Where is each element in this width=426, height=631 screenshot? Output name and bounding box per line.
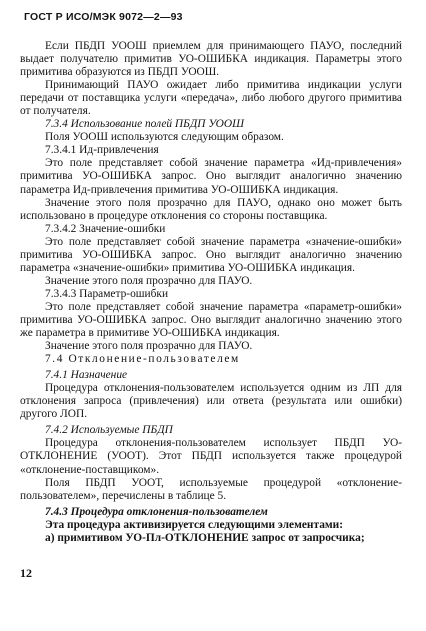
page-number: 12 [20, 566, 32, 580]
section-heading: 7.3.4.1 Ид-привлечения [45, 144, 159, 157]
body-paragraph: Поля ПБДП УООТ, используемые процедурой «отклонение-пользователем», перечислены в таблице 5. [20, 476, 402, 502]
body-paragraph: Поля УООШ используются следующим образом. [45, 131, 284, 144]
section-heading: 7.4 Отклонение-пользователем [45, 353, 240, 366]
page-header: ГОСТ Р ИСО/МЭК 9072—2—93 [24, 11, 183, 23]
body-paragraph: Это поле представляет собой значение параметра «параметр-ошибки» примитива УО-ОШИБКА запрос. Оно выглядит аналогично значению этого же параметра в примитиве УО-ОШИБКА индикация. [20, 300, 402, 340]
body-paragraph: Значение этого поля прозрачно для ПАУО. [45, 340, 253, 353]
body-paragraph: Это поле представляет собой значение параметра «Ид-привлечения» примитива УО-ОШИБКА запрос. Оно выглядит аналогично значению параметра Ид-привлечения примитива УО-ОШИБКА индикация. [20, 157, 402, 196]
section-heading: 7.4.2 Используемые ПБДП [45, 424, 173, 437]
section-heading: 7.3.4 Использование полей ПБДП УООШ [45, 118, 245, 131]
body-paragraph: Процедура отклонения-пользователем используется одним из ЛП для отклонения запроса (привлечения) или ответа (результата или ошибки) другого ЛОП. [20, 382, 402, 421]
body-paragraph: Это поле представляет собой значение параметра «значение-ошибки» примитива УО-ОШИБКА запрос. Оно выглядит аналогично значению параметра «значение-ошибки» примитива УО-ОШИБКА индикация. [20, 235, 402, 274]
body-paragraph: Процедура отклонения-пользователем использует ПБДП УО-ОТКЛОНЕНИЕ (УООТ). Этот ПБДП используется также процедурой «отклонение-поставщиком». [20, 437, 402, 476]
body-paragraph: Принимающий ПАУО ожидает либо примитива индикации услуги передачи от поставщика услуги «передача», либо любого другого примитива от получателя. [20, 79, 402, 118]
body-paragraph: Значение этого поля прозрачно для ПАУО. [45, 274, 253, 287]
section-heading: 7.3.4.2 Значение-ошибки [45, 222, 166, 235]
section-heading: 7.4.1 Назначение [45, 369, 128, 382]
body-paragraph: Значение этого поля прозрачно для ПАУО, однако оно может быть использовано в процедуре отклонения со стороны поставщика. [20, 196, 402, 222]
body-paragraph: Если ПБДП УООШ приемлем для принимающего ПАУО, последний выдает получателю примитив УО-ОШИБКА индикация. Параметры этого примитива образуются из ПБДП УООШ. [20, 40, 402, 79]
body-paragraph: а) примитивом УО-Пл-ОТКЛОНЕНИЕ запрос от запросчика; [45, 531, 365, 544]
page-body [20, 40, 402, 545]
section-heading: 7.3.4.3 Параметр-ошибки [45, 287, 169, 300]
section-heading: 7.4.3 Процедура отклонения-пользователем [45, 505, 268, 518]
body-paragraph: Эта процедура активизируется следующими элементами: [45, 518, 344, 531]
